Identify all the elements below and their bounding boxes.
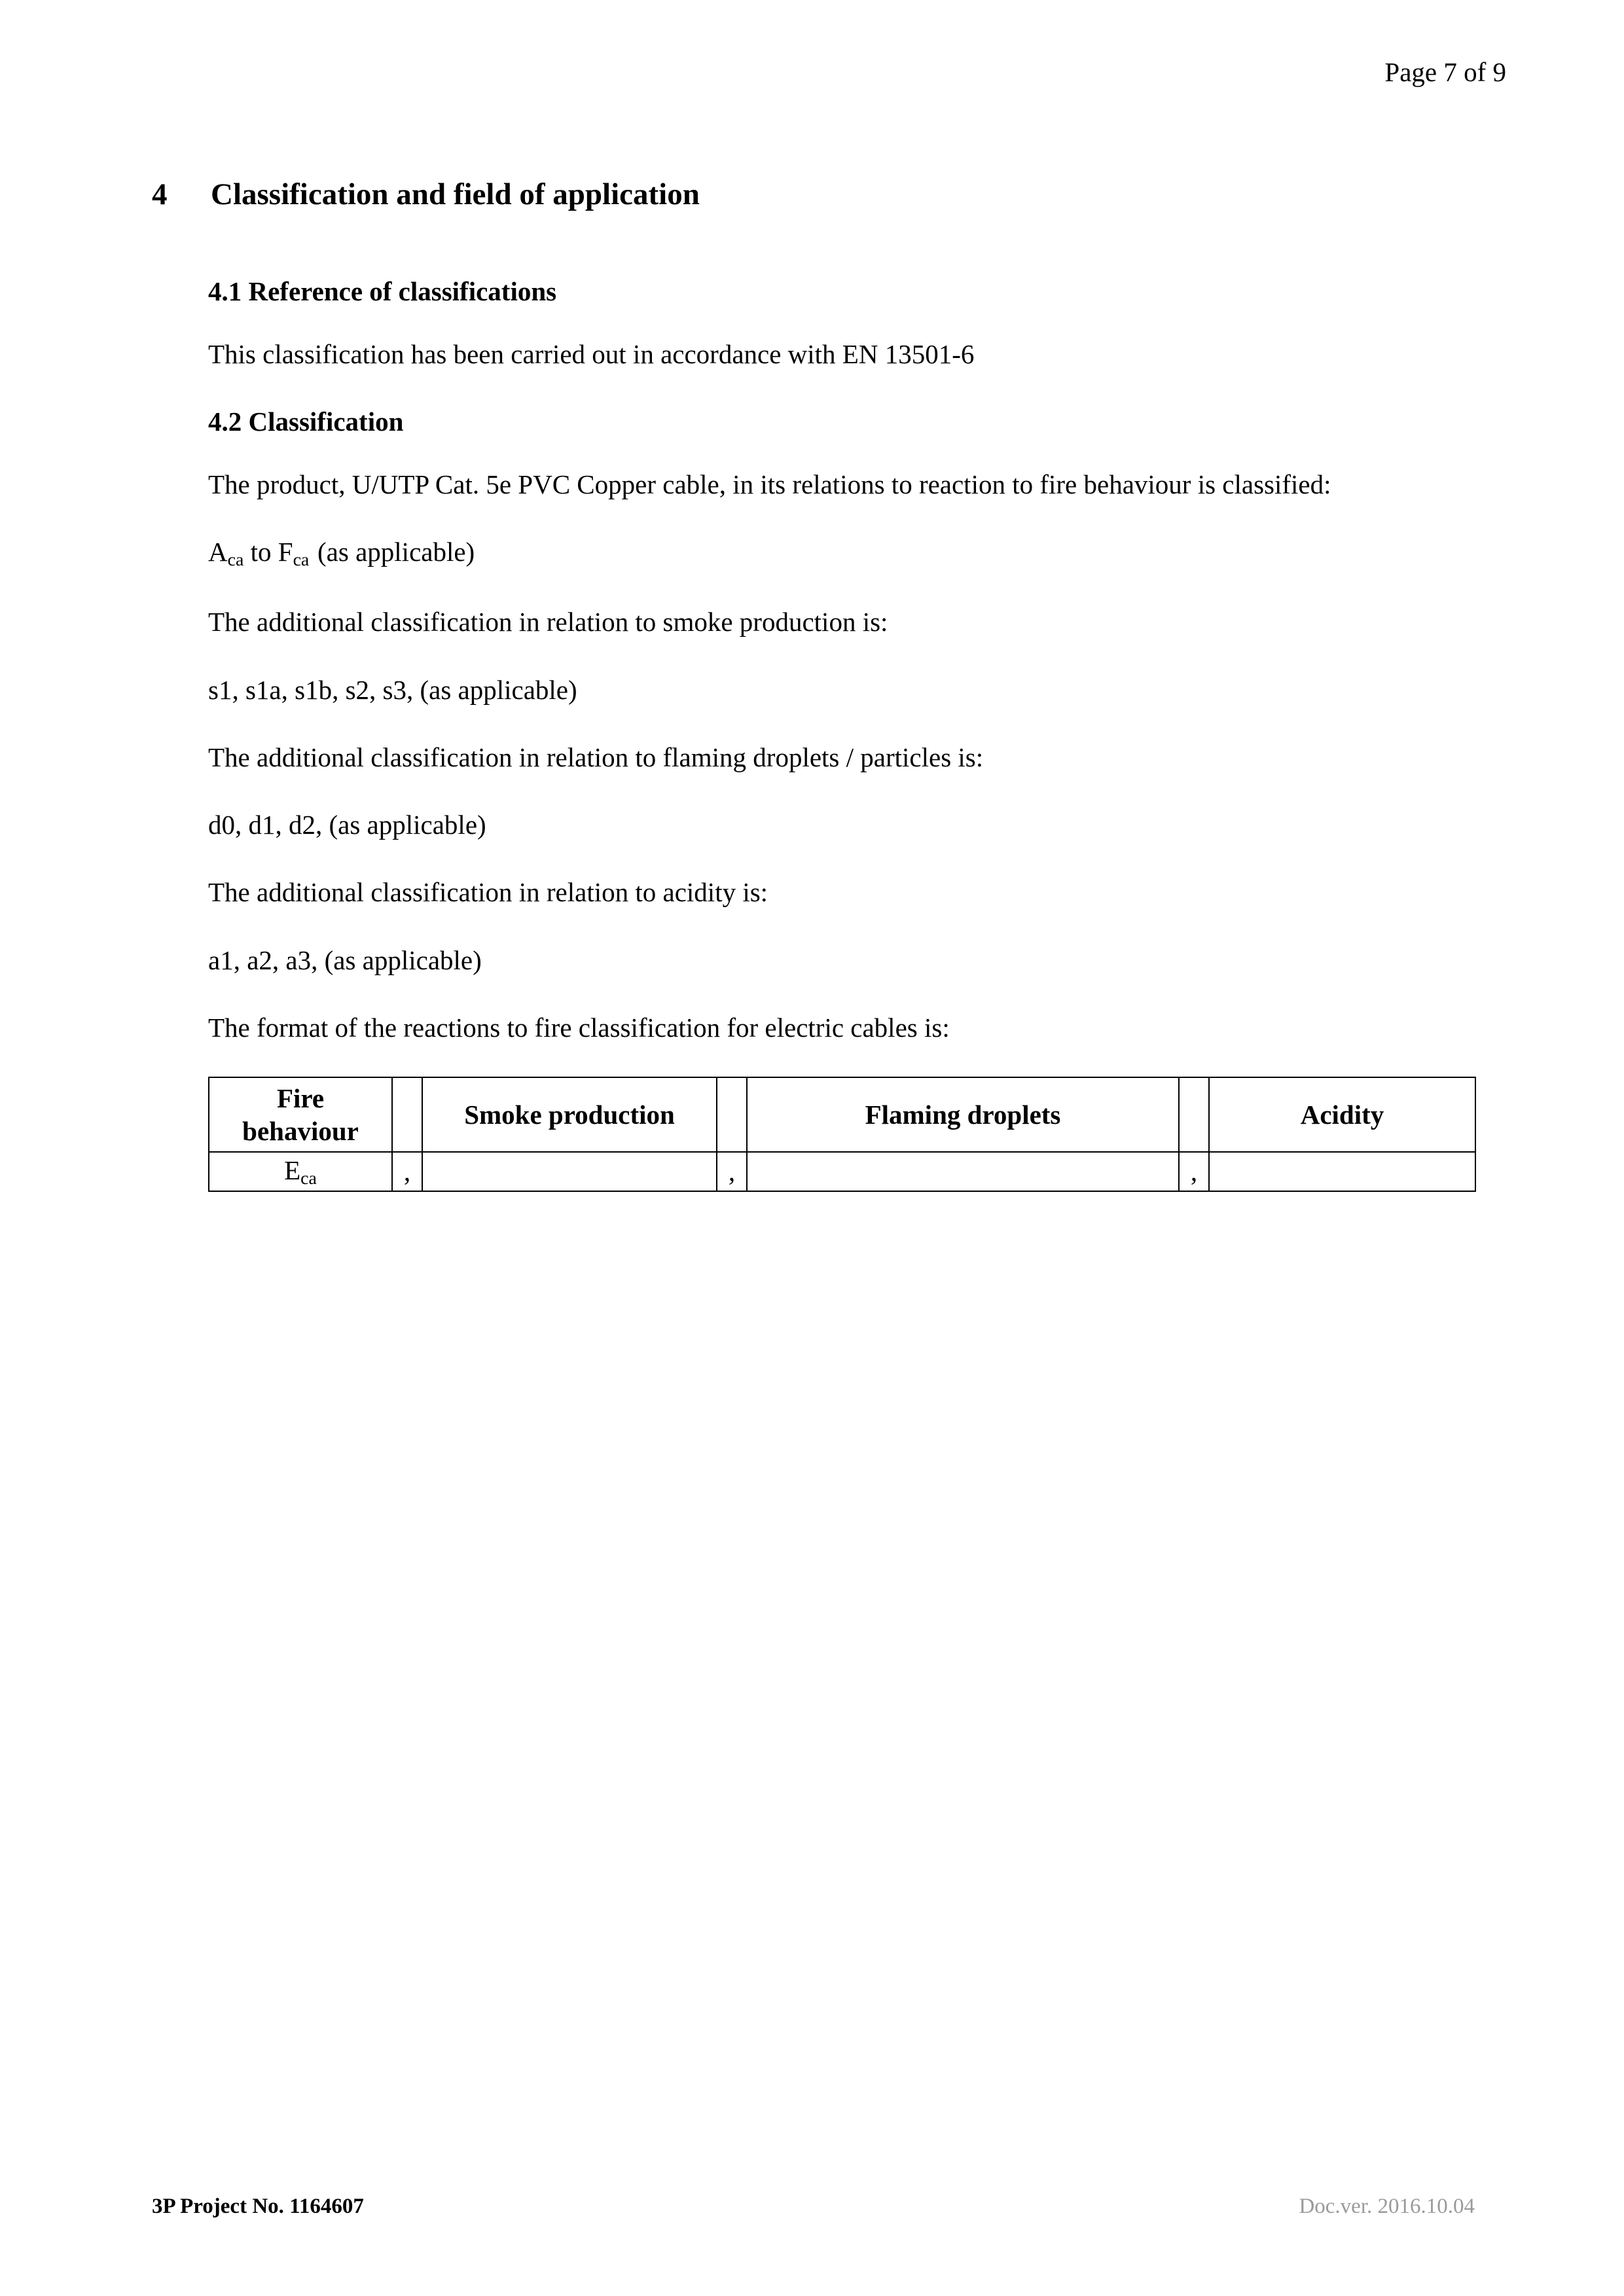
header-smoke-production: Smoke production: [422, 1077, 717, 1152]
header-fire-behaviour-line1: Fire: [276, 1083, 325, 1114]
table-row-headers: [209, 1077, 1475, 1152]
header-flaming-droplets: Flaming droplets: [747, 1077, 1179, 1152]
section-heading: [152, 177, 1474, 212]
classification-format-table: [208, 1077, 1476, 1192]
subsection-heading-4-1: 4.1 Reference of classifications: [208, 276, 557, 306]
section-number: 4: [152, 177, 168, 211]
paragraph-droplets-intro: The additional classification in relation to flaming droplets / particles is:: [208, 742, 984, 772]
paragraph-format-intro: The format of the reactions to fire classification for electric cables is:: [208, 1013, 950, 1043]
value-fire-behaviour: [209, 1152, 392, 1191]
subsection-heading-4-2: 4.2 Classification: [208, 406, 404, 437]
paragraph-acidity-intro: The additional classification in relation to acidity is:: [208, 877, 768, 908]
footer-project-number: 3P Project No. 1164607: [152, 2195, 364, 2218]
footer-doc-version: Doc.ver. 2016.10.04: [1299, 2195, 1475, 2218]
page-footer: [152, 2195, 1475, 2219]
separator-comma-3: ,: [1179, 1152, 1209, 1191]
section-title-text: Classification and field of application: [211, 177, 700, 211]
paragraph-fire-class-range: $A_{ca}$ to $F_{ca}$ (as applicable): [208, 537, 475, 571]
paragraph-smoke-intro: The additional classification in relation to smoke production is:: [208, 607, 888, 637]
value-smoke-production: [422, 1152, 717, 1191]
value-fire-behaviour-main: E: [284, 1155, 301, 1185]
page-indicator: Page 7 of 9: [1384, 57, 1506, 87]
separator-comma-2: ,: [717, 1152, 747, 1191]
header-fire-behaviour: [209, 1077, 392, 1152]
value-fire-behaviour-sub: ca: [300, 1168, 317, 1189]
header-separator-cell-3: [1179, 1077, 1209, 1152]
section-body: [208, 275, 1471, 1192]
paragraph-smoke-classes: s1, s1a, s1b, s2, s3, (as applicable): [208, 674, 577, 705]
subscript-ca-1: ca: [227, 550, 244, 571]
header-separator-cell-2: [717, 1077, 747, 1152]
header-fire-behaviour-line2: behaviour: [242, 1116, 359, 1147]
value-flaming-droplets: [747, 1152, 1179, 1191]
value-acidity: [1209, 1152, 1475, 1191]
paragraph-acidity-classes: a1, a2, a3, (as applicable): [208, 944, 482, 975]
paragraph-droplets-classes: d0, d1, d2, (as applicable): [208, 810, 486, 840]
header-acidity: Acidity: [1209, 1077, 1475, 1152]
paragraph-reference-standard: This classification has been carried out in accordance with EN 13501-6: [208, 339, 975, 370]
subscript-ca-2: ca: [293, 550, 310, 571]
separator-comma-1: ,: [392, 1152, 422, 1191]
paragraph-product-classified: The product, U/UTP Cat. 5e PVC Copper cable, in its relations to reaction to fire behaviour is classified:: [208, 469, 1331, 499]
table-row-values: [209, 1152, 1475, 1191]
document-content: [152, 177, 1474, 1192]
header-separator-cell-1: [392, 1077, 422, 1152]
